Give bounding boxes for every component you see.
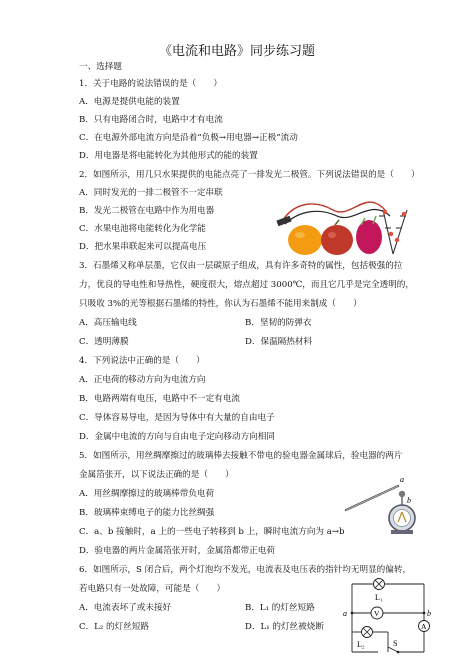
q4-option-d: D．金属中电流的方向与自由电子定向移动方向相同 [79, 432, 275, 442]
q4-option-a: A．正电荷的移动方向为电流方向 [79, 375, 206, 385]
q1-option-d: D．用电器是将电能转化为其他形式的能的装置 [79, 151, 258, 161]
q6-stem-line2: 若电路只有一处故障，可能是（ ） [79, 584, 226, 594]
q3-option-d: D．保温隔热材料 [245, 337, 313, 347]
voltmeter-label: V [374, 609, 380, 618]
q4-stem: 4．下列说法中正确的是（ ） [79, 356, 205, 366]
document-title: 《电流和电路》同步练习题 [158, 44, 315, 59]
lamp-l2-icon [362, 627, 373, 638]
q3-option-c: C．透明薄膜 [79, 337, 129, 347]
ammeter-icon [419, 621, 430, 632]
q4-option-b: B．电路两端有电压，电路中不一定有电流 [79, 394, 241, 404]
circuit-label-a: a [343, 609, 347, 618]
q5-option-a: A．用丝绸摩擦过的玻璃棒带负电荷 [79, 489, 215, 499]
q1-option-c: C．在电源外部电流方向是沿着“负极→用电器→正极”流动 [79, 133, 298, 143]
circuit-label-l2: L₂ [357, 640, 365, 649]
q1-option-b: B．只有电路闭合时，电路中才有电流 [79, 115, 223, 125]
q2-stem: 2．如图所示，用几只水果提供的电能点亮了一排发光二极管。下列说法错误的是（ ） [79, 170, 420, 180]
q2-option-d: D．把水果串联起来可以提高电压 [79, 242, 207, 252]
rod-label-a: a [400, 475, 404, 484]
section-heading: 一、选择题 [79, 62, 122, 72]
q5-option-b: B．玻璃棒束缚电子的能力比丝绸强 [79, 508, 215, 518]
q5-option-c: C．a、b 接触时，a 上的一些电子转移到 b 上，瞬时电流方向为 a→b [79, 527, 345, 537]
q3-option-b: B．坚韧的防弹衣 [245, 318, 312, 328]
circuit-label-s: S [393, 639, 398, 648]
q1-option-a: A．电源是提供电能的装置 [79, 97, 180, 107]
q6-option-d: D．L₁ 的灯丝被烧断 [245, 622, 324, 632]
q6-option-a: A．电流表坏了或未接好 [79, 603, 172, 613]
ammeter-label: A [421, 622, 427, 631]
electroscope-image [338, 470, 418, 540]
q3-stem-line3: 只吸收 3%的光等根据石墨烯的特性，你认为石墨烯不能用来制成（ ） [79, 299, 362, 309]
circuit-diagram [340, 576, 434, 660]
fruit-battery-image [275, 180, 415, 265]
circuit-label-b: b [427, 609, 431, 618]
q6-option-b: B．L₁ 的灯丝短路 [245, 603, 315, 613]
q2-option-a: A．同时发光的一排二极管不一定串联 [79, 188, 223, 198]
circuit-label-l1: L₁ [375, 593, 383, 602]
q6-stem-line1: 6．如图所示，S 闭合后，两个灯泡均不发光，电流表及电压表的指针均无明显的偏转， [79, 565, 412, 575]
q1-stem: 1．关于电路的说法错误的是（ ） [79, 79, 222, 89]
q5-stem-line1: 5．如图所示，用丝绸摩擦过的玻璃棒去接触不带电的验电器金属球后，验电器的两片 [79, 451, 403, 461]
q4-option-c: C．导体容易导电，是因为导体中有大量的自由电子 [79, 413, 275, 423]
q5-stem-line2: 金属箔张开，以下说法正确的是（ ） [79, 470, 234, 480]
voltmeter-icon [371, 607, 383, 619]
q3-stem-line2: 力，优良的导电性和导热性，硬度很大，熔点超过 3000℃，而且它几乎是完全透明的， [79, 280, 414, 290]
q2-option-b: B．发光二极管在电路中作为用电器 [79, 206, 215, 216]
q3-stem-line1: 3．石墨烯又称单层墨，它仅由一层碳原子组成，具有许多奇特的属性，包括极强的拉 [79, 261, 403, 271]
q5-option-d: D．验电器的两片金属箔张开时，金属箔都带正电荷 [79, 546, 275, 556]
q2-option-c: C．水果电池将电能转化为化学能 [79, 224, 206, 234]
rod-label-b: b [407, 496, 411, 505]
q6-option-c: C．L₂ 的灯丝短路 [79, 622, 150, 632]
q3-option-a: A．高压输电线 [79, 318, 137, 328]
lamp-l1-icon [374, 579, 385, 590]
